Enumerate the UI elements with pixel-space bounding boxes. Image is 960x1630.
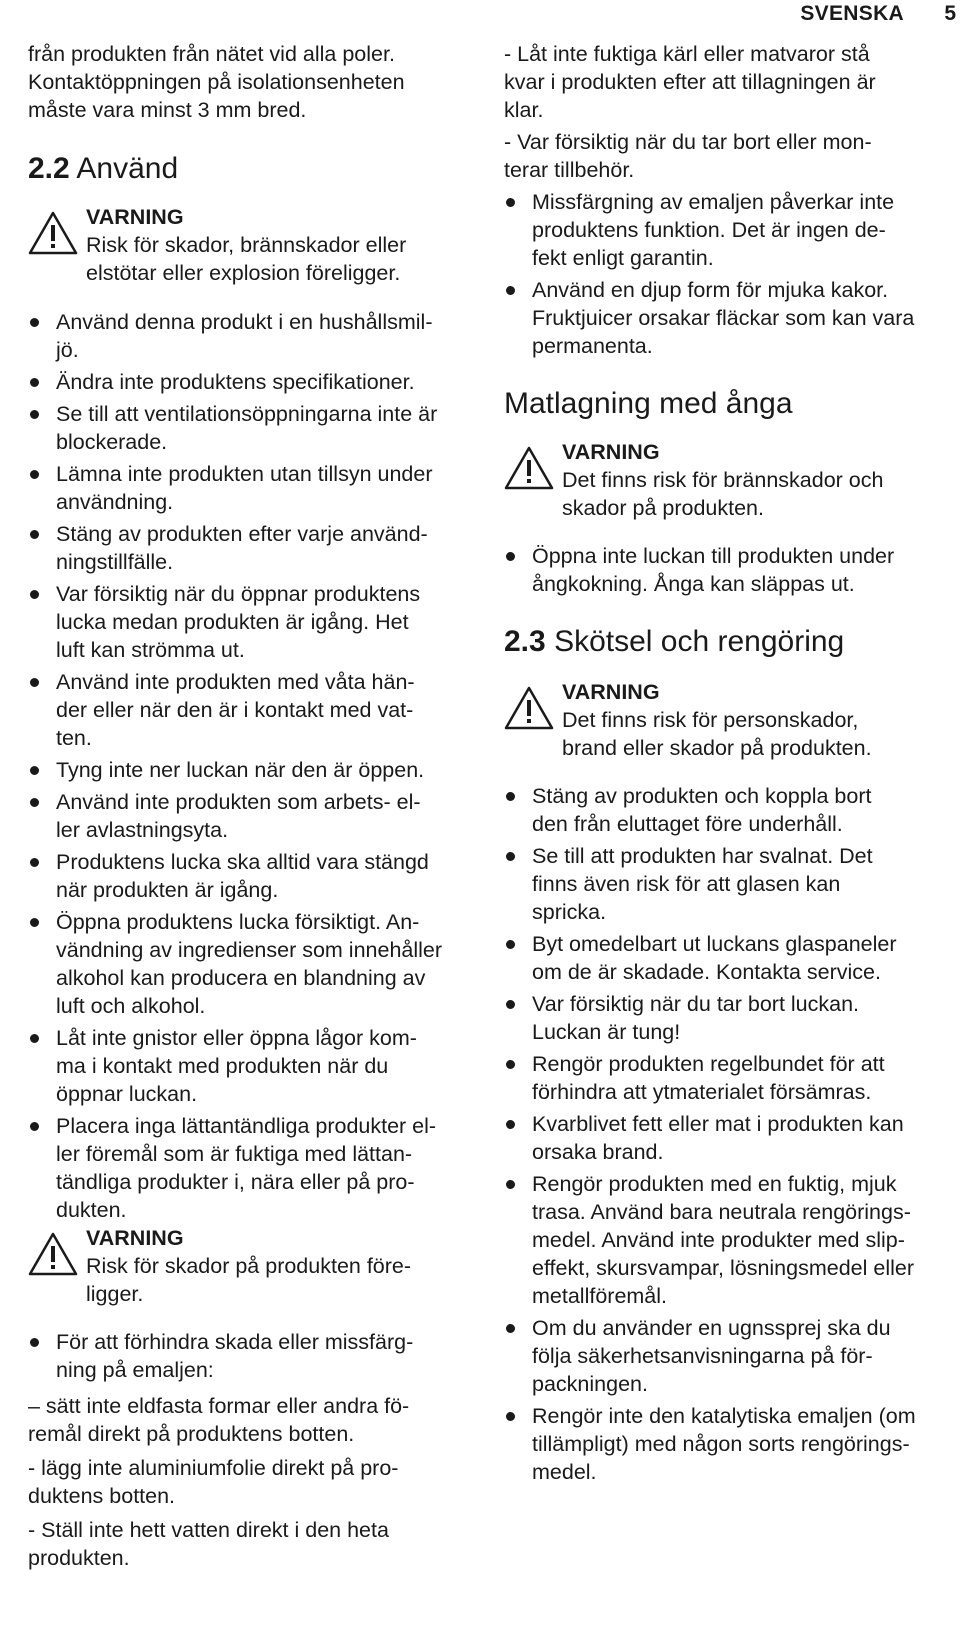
text-line: användning. (56, 490, 174, 514)
list-item (28, 520, 468, 576)
bullet-icon (30, 1122, 39, 1131)
text-line: tillämpligt) med någon sorts rengörings- (532, 1432, 910, 1456)
bullet-list (28, 1328, 468, 1384)
list-item (28, 1112, 468, 1224)
sub-item (504, 128, 956, 184)
sub-item (504, 40, 956, 124)
list-item (28, 1328, 468, 1384)
sub-item (28, 1454, 468, 1510)
text-line: Rengör produkten med en fuktig, mjuk (532, 1172, 897, 1196)
section-heading-use (28, 151, 178, 187)
section-number: 2.2 (28, 152, 70, 185)
text-line: orsaka brand. (532, 1140, 664, 1164)
page-header (0, 0, 960, 30)
bullet-icon (506, 1324, 515, 1333)
warning-title: VARNING (86, 205, 184, 229)
warning-text: Risk för skador, brännskador eller (86, 233, 407, 257)
text-line: - Låt inte fuktiga kärl eller matvaror stå (504, 42, 870, 66)
section-number: 2.3 (504, 625, 546, 658)
text-line: luft och alkohol. (56, 994, 206, 1018)
text-line: Låt inte gnistor eller öppna lågor kom- (56, 1026, 417, 1050)
bullet-icon (30, 1034, 39, 1043)
text-line: Stäng av produkten och koppla bort (532, 784, 872, 808)
bullet-icon (506, 1060, 515, 1069)
list-item (504, 1314, 956, 1398)
page-number: 5 (944, 2, 956, 25)
list-item (28, 788, 468, 844)
text-line: ler föremål som är fuktiga med lättan- (56, 1142, 413, 1166)
bullet-icon (30, 318, 39, 327)
sub-item (28, 1392, 468, 1448)
text-line: dukten. (56, 1198, 127, 1222)
text-line: trasa. Använd bara neutrala rengörings- (532, 1200, 911, 1224)
text-line: Lämna inte produkten utan tillsyn under (56, 462, 433, 486)
sub-item (28, 1516, 468, 1572)
list-item (504, 930, 956, 986)
text-line: - Ställ inte hett vatten direkt i den heta (28, 1518, 389, 1542)
warning-box (28, 203, 468, 287)
bullet-list (504, 188, 956, 360)
list-item (28, 400, 468, 456)
warning-text: Risk för skador på produkten före- (86, 1254, 412, 1278)
text-line: spricka. (532, 900, 607, 924)
text-line: För att förhindra skada eller missfärg- (56, 1330, 414, 1354)
section-heading-steam (504, 386, 793, 422)
text-line: produktens funktion. Det är ingen de- (532, 218, 886, 242)
text-line: ma i kontakt med produkten när du (56, 1054, 389, 1078)
list-item (504, 1402, 956, 1486)
text-line: Rengör inte den katalytiska emaljen (om (532, 1404, 916, 1428)
text-line: ningstillfälle. (56, 550, 174, 574)
bullet-list (28, 308, 468, 1224)
text-line: ler avlastningsyta. (56, 818, 229, 842)
text-line: duktens botten. (28, 1484, 176, 1508)
bullet-icon (30, 470, 39, 479)
section-title: Använd (76, 152, 179, 185)
list-item (504, 1170, 956, 1310)
text-line: medel. (532, 1460, 597, 1484)
bullet-icon (30, 678, 39, 687)
text-line: Stäng av produkten efter varje använd- (56, 522, 428, 546)
warning-triangle-icon (28, 211, 78, 255)
text-line: Tyng inte ner luckan när den är öppen. (56, 758, 425, 782)
warning-triangle-icon (504, 686, 554, 730)
bullet-icon (506, 792, 515, 801)
bullet-icon (506, 1000, 515, 1009)
text-line: Använd denna produkt i en hushållsmil- (56, 310, 433, 334)
bullet-list (504, 782, 956, 1486)
list-item (28, 368, 468, 396)
bullet-icon (506, 1412, 515, 1421)
list-item (504, 1110, 956, 1166)
text-line: luft kan strömma ut. (56, 638, 245, 662)
continued-items (504, 40, 956, 184)
warning-box (504, 438, 956, 522)
text-line: klar. (504, 98, 544, 122)
text-line: Använd en djup form för mjuka kakor. (532, 278, 889, 302)
list-item (504, 842, 956, 926)
text-line: om de är skadade. Kontakta service. (532, 960, 881, 984)
text-line: Rengör produkten regelbundet för att (532, 1052, 885, 1076)
text-line: effekt, skursvampar, lösningsmedel eller (532, 1256, 915, 1280)
bullet-icon (30, 410, 39, 419)
text-line: Se till att produkten har svalnat. Det (532, 844, 873, 868)
list-item (504, 188, 956, 272)
list-item (504, 782, 956, 838)
list-item (504, 1050, 956, 1106)
bullet-icon (30, 1338, 39, 1347)
bullet-icon (30, 590, 39, 599)
text-line: kvar i produkten efter att tillagningen är (504, 70, 876, 94)
warning-box (28, 1224, 468, 1308)
list-item (504, 276, 956, 360)
text-line: – sätt inte eldfasta formar eller andra fö- (28, 1394, 410, 1418)
bullet-icon (506, 940, 515, 949)
warning-text: brand eller skador på produkten. (562, 736, 872, 760)
text-line: fekt enligt garantin. (532, 246, 714, 270)
bullet-icon (506, 552, 515, 561)
language-label: SVENSKA (800, 2, 904, 25)
text-line: Var försiktig när du tar bort luckan. (532, 992, 860, 1016)
warning-title: VARNING (86, 1226, 184, 1250)
list-item (28, 908, 468, 1020)
text-line: Ändra inte produktens specifikationer. (56, 370, 415, 394)
warning-text: elstötar eller explosion föreligger. (86, 261, 401, 285)
list-item (28, 756, 468, 784)
list-item (28, 580, 468, 664)
list-item (28, 848, 468, 904)
text-line: förhindra att ytmaterialet försämras. (532, 1080, 872, 1104)
warning-triangle-icon (504, 446, 554, 490)
text-line: Luckan är tung! (532, 1020, 681, 1044)
text-line: från produkten från nätet vid alla poler. (28, 42, 395, 66)
text-line: permanenta. (532, 334, 653, 358)
text-line: lucka medan produkten är igång. Het (56, 610, 409, 634)
warning-triangle-icon (28, 1232, 78, 1276)
text-line: produkten. (28, 1546, 130, 1570)
text-line: Se till att ventilationsöppningarna inte är (56, 402, 438, 426)
bullet-list (504, 542, 956, 598)
text-line: alkohol kan producera en blandning av (56, 966, 426, 990)
bullet-icon (30, 530, 39, 539)
bullet-icon (506, 286, 515, 295)
text-line: Missfärgning av emaljen påverkar inte (532, 190, 895, 214)
text-line: finns även risk för att glasen kan (532, 872, 841, 896)
text-line: terar tillbehör. (504, 158, 635, 182)
text-line: när produkten är igång. (56, 878, 279, 902)
text-line: packningen. (532, 1372, 648, 1396)
bullet-icon (30, 798, 39, 807)
text-line: Var försiktig när du öppnar produktens (56, 582, 421, 606)
bullet-icon (30, 378, 39, 387)
text-line: den från eluttaget före underhåll. (532, 812, 843, 836)
text-line: medel. Använd inte produkter med slip- (532, 1228, 905, 1252)
section-title: Skötsel och rengöring (554, 625, 845, 658)
text-line: Placera inga lättantändliga produkter el- (56, 1114, 437, 1138)
text-line: Kvarblivet fett eller mat i produkten kan (532, 1112, 904, 1136)
text-line: Produktens lucka ska alltid vara stängd (56, 850, 429, 874)
list-item (28, 668, 468, 752)
bullet-icon (506, 1180, 515, 1189)
list-item (28, 460, 468, 516)
text-line: Om du använder en ugnssprej ska du (532, 1316, 891, 1340)
text-line: vändning av ingredienser som innehåller (56, 938, 443, 962)
text-line: blockerade. (56, 430, 168, 454)
text-line: - lägg inte aluminiumfolie direkt på pro- (28, 1456, 399, 1480)
list-item (504, 542, 956, 598)
warning-title: VARNING (562, 440, 660, 464)
text-line: ångkokning. Ånga kan släppas ut. (532, 572, 855, 596)
text-line: Fruktjuicer orsakar fläckar som kan vara (532, 306, 915, 330)
text-line: Byt omedelbart ut luckans glaspaneler (532, 932, 897, 956)
list-item (28, 1024, 468, 1108)
bullet-icon (30, 766, 39, 775)
list-item (28, 308, 468, 364)
text-line: Använd inte produkten med våta hän- (56, 670, 415, 694)
text-line: tändliga produkter i, nära eller på pro- (56, 1170, 415, 1194)
text-line: öppnar luckan. (56, 1082, 198, 1106)
bullet-icon (506, 1120, 515, 1129)
text-line: Använd inte produkten som arbets- el- (56, 790, 421, 814)
warning-text: Det finns risk för personskador, (562, 708, 859, 732)
text-line: der eller när den är i kontakt med vat- (56, 698, 414, 722)
text-line: remål direkt på produktens botten. (28, 1422, 355, 1446)
text-line: ning på emaljen: (56, 1358, 214, 1382)
text-line: metallföremål. (532, 1284, 668, 1308)
list-item (504, 990, 956, 1046)
bullet-icon (506, 852, 515, 861)
warning-text: Det finns risk för brännskador och (562, 468, 884, 492)
text-line: jö. (56, 338, 79, 362)
section-title: Matlagning med ånga (504, 387, 793, 420)
bullet-icon (30, 858, 39, 867)
bullet-icon (506, 198, 515, 207)
text-line: - Var försiktig när du tar bort eller mon- (504, 130, 872, 154)
bullet-icon (30, 918, 39, 927)
sub-item-list (28, 1392, 468, 1572)
text-line: Öppna produktens lucka försiktigt. An- (56, 910, 420, 934)
warning-text: skador på produkten. (562, 496, 764, 520)
section-heading-care (504, 624, 844, 660)
text-line: måste vara minst 3 mm bred. (28, 98, 307, 122)
warning-box (504, 678, 956, 762)
text-line: ten. (56, 726, 92, 750)
text-line: Öppna inte luckan till produkten under (532, 544, 895, 568)
warning-title: VARNING (562, 680, 660, 704)
intro-paragraph (28, 40, 468, 124)
warning-text: ligger. (86, 1282, 144, 1306)
text-line: följa säkerhetsanvisningarna på för- (532, 1344, 873, 1368)
text-line: Kontaktöppningen på isolationsenheten (28, 70, 405, 94)
